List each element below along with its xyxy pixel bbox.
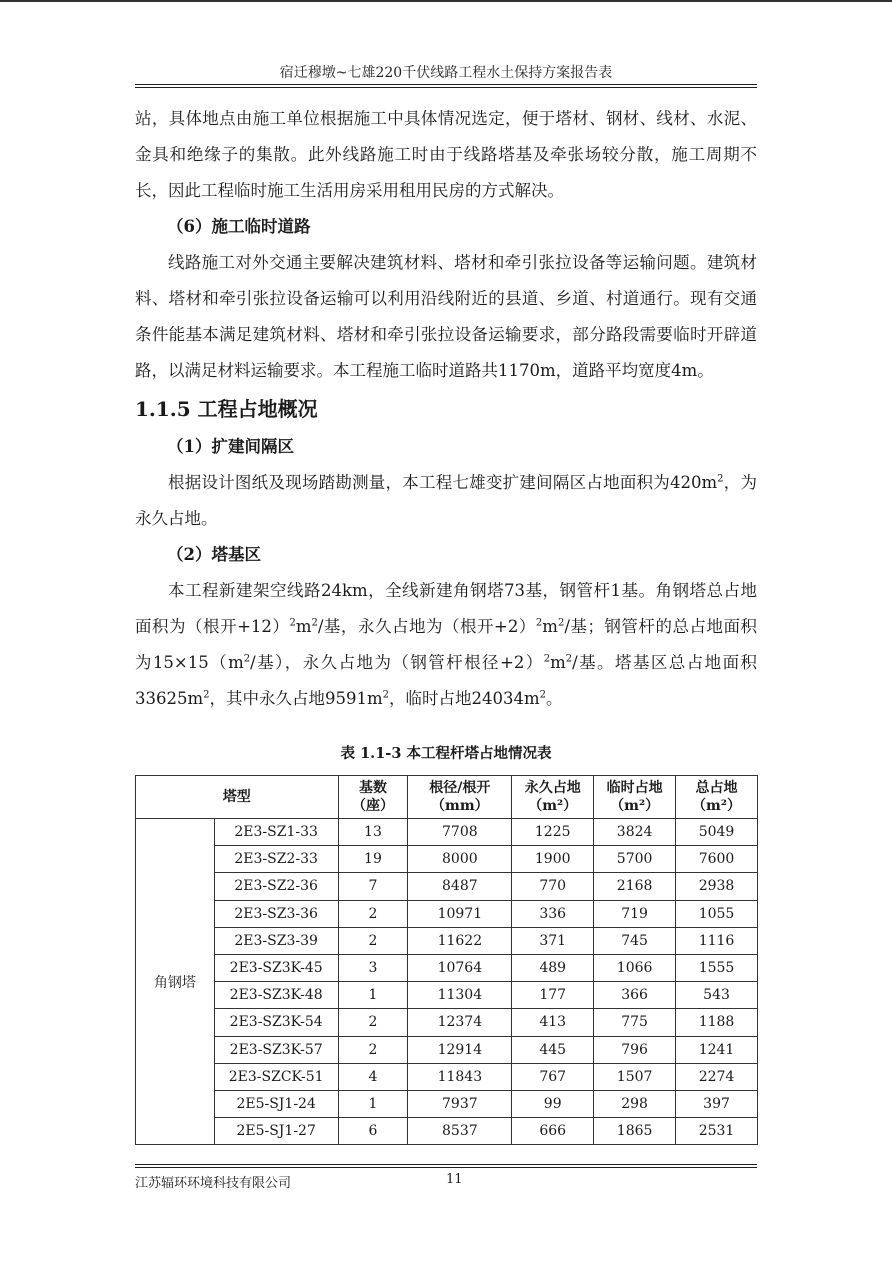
table-header-row bbox=[136, 776, 758, 819]
section-title-land-occupation: 1.1.5 工程占地概况 bbox=[135, 397, 318, 421]
paragraph-temporary-housing: 站，具体地点由施工单位根据施工中具体情况选定，便于塔材、钢材、线材、水泥、金具和绝缘子的集散。此外线路施工时由于线路塔基及牵张场较分散，施工周期不长，因此工程临时施工生活用房采用租用民房的方式解决。 bbox=[135, 109, 757, 200]
cell-count: 4 bbox=[338, 1063, 408, 1090]
table-row bbox=[136, 1090, 758, 1117]
page-top-border bbox=[0, 0, 892, 2]
cell-temp: 775 bbox=[594, 1009, 676, 1036]
header-total-area: 总占地 （m²） bbox=[676, 776, 758, 819]
cell-root: 7708 bbox=[408, 819, 512, 846]
cell-temp: 3824 bbox=[594, 819, 676, 846]
cell-temp: 2168 bbox=[594, 873, 676, 900]
document-body bbox=[135, 101, 757, 717]
cell-perm: 336 bbox=[512, 900, 594, 927]
cell-total: 1241 bbox=[676, 1036, 758, 1063]
table-row bbox=[136, 873, 758, 900]
heading-bay-expansion: （1）扩建间隔区 bbox=[167, 437, 294, 456]
cell-perm: 413 bbox=[512, 1009, 594, 1036]
cell-root: 12374 bbox=[408, 1009, 512, 1036]
cell-perm: 767 bbox=[512, 1063, 594, 1090]
group-angle-steel-tower: 角钢塔 bbox=[136, 819, 215, 1145]
cell-count: 2 bbox=[338, 1009, 408, 1036]
header-temporary-area: 临时占地 （m²） bbox=[594, 776, 676, 819]
table-row bbox=[136, 1036, 758, 1063]
cell-perm: 371 bbox=[512, 927, 594, 954]
table-row bbox=[136, 982, 758, 1009]
table-row bbox=[136, 900, 758, 927]
cell-total: 2274 bbox=[676, 1063, 758, 1090]
cell-count: 2 bbox=[338, 900, 408, 927]
table-row bbox=[136, 954, 758, 981]
table-row bbox=[136, 1118, 758, 1145]
paragraph-temporary-road: 线路施工对外交通主要解决建筑材料、塔材和牵引张拉设备等运输问题。建筑材料、塔材和牵引张拉设备运输可以利用沿线附近的县道、乡道、村道通行。现有交通条件能基本满足建筑材料、塔材和牵引张拉设备运输要求，部分路段需要临时开辟道路，以满足材料运输要求。本工程施工临时道路共1170m，道路平均宽度4m。 bbox=[135, 253, 757, 380]
table-row bbox=[136, 1009, 758, 1036]
cell-root: 8537 bbox=[408, 1118, 512, 1145]
cell-count: 13 bbox=[338, 819, 408, 846]
tower-land-table bbox=[135, 775, 758, 1145]
cell-model: 2E5-SJ1-24 bbox=[214, 1090, 338, 1117]
table-row bbox=[136, 846, 758, 873]
cell-model: 2E3-SZ2-33 bbox=[214, 846, 338, 873]
heading-temporary-road: （6）施工临时道路 bbox=[167, 217, 311, 236]
cell-model: 2E3-SZ3-36 bbox=[214, 900, 338, 927]
cell-total: 2938 bbox=[676, 873, 758, 900]
cell-model: 2E3-SZ3K-48 bbox=[214, 982, 338, 1009]
cell-temp: 298 bbox=[594, 1090, 676, 1117]
cell-count: 2 bbox=[338, 927, 408, 954]
cell-root: 10764 bbox=[408, 954, 512, 981]
cell-total: 7600 bbox=[676, 846, 758, 873]
cell-root: 7937 bbox=[408, 1090, 512, 1117]
cell-perm: 1225 bbox=[512, 819, 594, 846]
cell-temp: 366 bbox=[594, 982, 676, 1009]
footer-rule bbox=[135, 1164, 757, 1165]
table-row bbox=[136, 819, 758, 846]
paragraph-bay-expansion: 根据设计图纸及现场踏勘测量，本工程七雄变扩建间隔区占地面积为$420m^2$，为永久占地。 bbox=[135, 473, 757, 528]
header-permanent-area: 永久占地 （m²） bbox=[512, 776, 594, 819]
cell-model: 2E3-SZ3K-45 bbox=[214, 954, 338, 981]
cell-total: 1055 bbox=[676, 900, 758, 927]
cell-temp: 719 bbox=[594, 900, 676, 927]
cell-root: 8000 bbox=[408, 846, 512, 873]
cell-root: 8487 bbox=[408, 873, 512, 900]
cell-perm: 666 bbox=[512, 1118, 594, 1145]
cell-temp: 1865 bbox=[594, 1118, 676, 1145]
cell-root: 12914 bbox=[408, 1036, 512, 1063]
cell-root: 10971 bbox=[408, 900, 512, 927]
paragraph-tower-base: 本工程新建架空线路24km，全线新建角钢塔73基，钢管杆1基。角钢塔总占地面积为（根开$+12)^2m^2/$基，永久占地为（根开$+2)^2m^2/$基；钢管杆的总占地面积为$15\times 15(m^2/$基），永久占地为（钢管杆根径$+2)^2m^2/$基。塔基区总占地面积$33625m^2$，其中永久占地$9591m^2$，临时占地$24034m^2$。 bbox=[135, 581, 758, 708]
cell-total: 1116 bbox=[676, 927, 758, 954]
cell-perm: 177 bbox=[512, 982, 594, 1009]
cell-count: 19 bbox=[338, 846, 408, 873]
table-row bbox=[136, 927, 758, 954]
footer-rule-double bbox=[135, 1167, 757, 1168]
cell-model: 2E3-SZ2-36 bbox=[214, 873, 338, 900]
cell-total: 2531 bbox=[676, 1118, 758, 1145]
page-number: 11 bbox=[446, 1172, 463, 1187]
header-tower-type: 塔型 bbox=[136, 776, 339, 819]
cell-perm: 445 bbox=[512, 1036, 594, 1063]
header-rule bbox=[135, 84, 757, 85]
cell-temp: 1066 bbox=[594, 954, 676, 981]
cell-total: 543 bbox=[676, 982, 758, 1009]
cell-count: 2 bbox=[338, 1036, 408, 1063]
cell-total: 397 bbox=[676, 1090, 758, 1117]
cell-model: 2E3-SZ3K-57 bbox=[214, 1036, 338, 1063]
cell-model: 2E5-SJ1-27 bbox=[214, 1118, 338, 1145]
cell-model: 2E3-SZCK-51 bbox=[214, 1063, 338, 1090]
cell-perm: 489 bbox=[512, 954, 594, 981]
cell-perm: 770 bbox=[512, 873, 594, 900]
header-rule-double bbox=[135, 87, 757, 88]
cell-perm: 99 bbox=[512, 1090, 594, 1117]
cell-perm: 1900 bbox=[512, 846, 594, 873]
cell-root: 11304 bbox=[408, 982, 512, 1009]
cell-total: 1555 bbox=[676, 954, 758, 981]
cell-count: 6 bbox=[338, 1118, 408, 1145]
cell-model: 2E3-SZ1-33 bbox=[214, 819, 338, 846]
cell-count: 3 bbox=[338, 954, 408, 981]
cell-count: 7 bbox=[338, 873, 408, 900]
table-row bbox=[136, 1063, 758, 1090]
header-root-span: 根径/根开 （mm） bbox=[408, 776, 512, 819]
cell-count: 1 bbox=[338, 1090, 408, 1117]
table-caption: 表 1.1-3 本工程杆塔占地情况表 bbox=[340, 745, 552, 762]
page-header-title: 宿迁穆墩~七雄220千伏线路工程水土保持方案报告表 bbox=[279, 65, 613, 81]
cell-model: 2E3-SZ3K-54 bbox=[214, 1009, 338, 1036]
cell-temp: 796 bbox=[594, 1036, 676, 1063]
cell-model: 2E3-SZ3-39 bbox=[214, 927, 338, 954]
cell-temp: 1507 bbox=[594, 1063, 676, 1090]
cell-root: 11622 bbox=[408, 927, 512, 954]
footer-company: 江苏辐环环境科技有限公司 bbox=[135, 1176, 292, 1191]
cell-temp: 745 bbox=[594, 927, 676, 954]
cell-count: 1 bbox=[338, 982, 408, 1009]
cell-total: 1188 bbox=[676, 1009, 758, 1036]
heading-tower-base: （2）塔基区 bbox=[167, 545, 261, 564]
cell-temp: 5700 bbox=[594, 846, 676, 873]
cell-total: 5049 bbox=[676, 819, 758, 846]
header-count: 基数 （座） bbox=[338, 776, 408, 819]
cell-root: 11843 bbox=[408, 1063, 512, 1090]
